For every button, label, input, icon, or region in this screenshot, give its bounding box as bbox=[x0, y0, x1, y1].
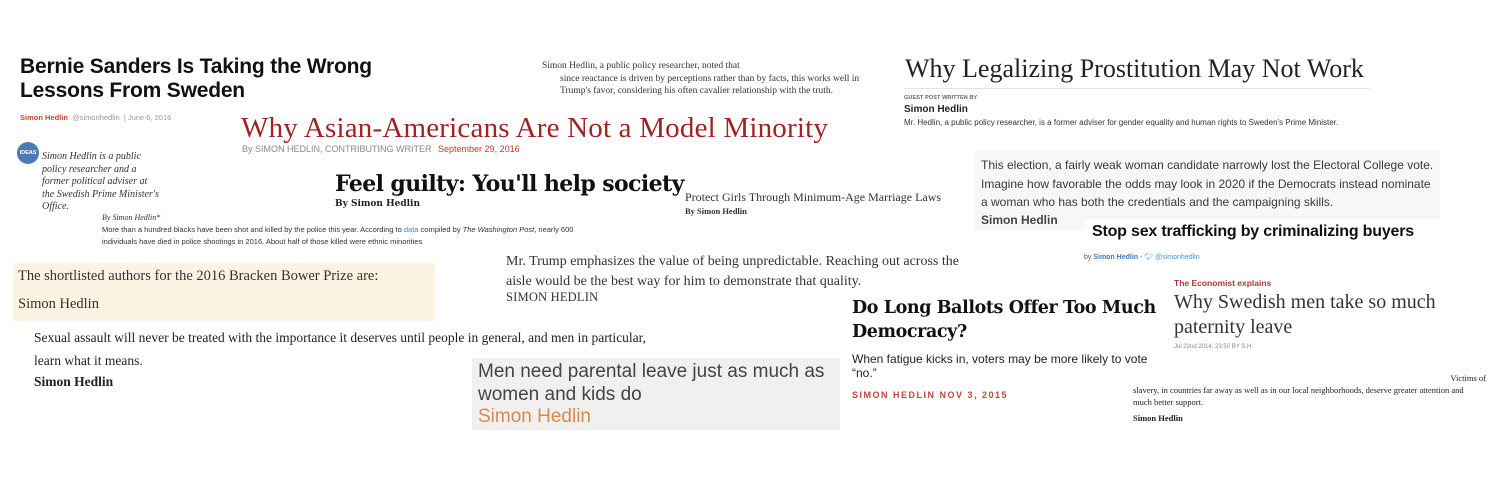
author: SIMON HEDLIN bbox=[506, 290, 599, 304]
author[interactable]: Simon Hedlin bbox=[904, 104, 968, 115]
dek: When fatigue kicks in, voters may be more likely to vote “no.” bbox=[852, 352, 1148, 380]
byline bbox=[242, 144, 870, 154]
author: By SIMON HEDLIN, CONTRIBUTING WRITER bbox=[242, 144, 432, 154]
guest-post-label: GUEST POST WRITTEN BY bbox=[904, 95, 978, 101]
clip-asian-americans bbox=[236, 112, 870, 166]
headline[interactable]: Why Legalizing Prostitution May Not Work bbox=[905, 54, 1364, 83]
lead-in: Victims of bbox=[1450, 373, 1486, 383]
intro: Simon Hedlin, a public policy researcher, noted that bbox=[542, 61, 740, 71]
clip-economist-paternity bbox=[1168, 272, 1483, 360]
byline: by Simon Hedlin - 🐦︎ @simonhedlin bbox=[1084, 254, 1200, 261]
byline: SIMON HEDLIN NOV 3, 2015 bbox=[852, 390, 1009, 400]
author: Simon Hedlin bbox=[18, 296, 99, 312]
ideas-badge-icon: IDEAS bbox=[17, 142, 39, 164]
quote: Mr. Trump emphasizes the value of being unpredictable. Reaching out across the aisle would be the best way for him to demonstrate that quality. bbox=[506, 254, 959, 289]
clip-legalizing-prostitution bbox=[900, 52, 1372, 152]
clip-stop-sex-trafficking bbox=[1072, 219, 1450, 267]
headline[interactable]: Do Long Ballots Offer Too Much Democracy? bbox=[852, 298, 1156, 342]
byline: By Simon Hedlin* bbox=[102, 213, 161, 222]
announcement: The shortlisted authors for the 2016 Bracken Bower Prize are: bbox=[18, 268, 379, 284]
clip-ideas-bio bbox=[14, 138, 244, 212]
author: Simon Hedlin bbox=[981, 212, 1058, 227]
date: September 29, 2016 bbox=[438, 144, 520, 154]
quote: since reactance is driven by perceptions rather than by facts, this works well in Trump's favor, considering his often cavalier relationship with the truth. bbox=[560, 73, 860, 96]
quote: Sexual assault will never be treated with the importance it deserves until people in general, and men in particular, learn what it means. bbox=[34, 330, 647, 368]
section-label[interactable]: The Economist explains bbox=[1174, 278, 1272, 288]
headline[interactable]: Protect Girls Through Minimum-Age Marriage Laws bbox=[685, 190, 942, 204]
headline[interactable]: Men need parental leave just as much as women and kids do bbox=[478, 361, 825, 405]
author[interactable]: Simon Hedlin bbox=[20, 113, 68, 122]
author: Simon Hedlin bbox=[34, 374, 114, 389]
clip-feel-guilty bbox=[330, 170, 684, 220]
clip-protect-girls bbox=[680, 190, 965, 242]
byline: Simon Hedlin @simonhedlin | June 6, 2016 bbox=[20, 113, 172, 122]
author[interactable]: Simon Hedlin bbox=[1093, 254, 1139, 261]
date: June 6, 2016 bbox=[127, 113, 172, 122]
quote: slavery, in countries far away as well as in our local neighborhoods, deserve greater attention and much better support. bbox=[1133, 385, 1464, 407]
clip-parental-leave bbox=[472, 358, 840, 430]
clip-bracken-bower bbox=[13, 263, 435, 321]
headline[interactable]: Feel guilty: You'll help society bbox=[335, 171, 684, 197]
author-bio: Mr. Hedlin, a public policy researcher, is a former adviser for gender equality and human rights to Sweden's Prime Minister. bbox=[904, 118, 1339, 127]
data-link[interactable]: data bbox=[403, 225, 419, 234]
source: The Washington Post bbox=[462, 225, 535, 234]
twitter-bird-icon: 🐦︎ bbox=[1144, 254, 1154, 261]
clip-long-ballots bbox=[846, 292, 1161, 402]
body-text: More than a hundred blacks have been shot and killed by the police this year. According to data compiled by The Washington Post, nearly 600 individuals have died in police shootings in 2016. About half of those killed were ethnic minorities bbox=[102, 225, 574, 246]
dateline: Jul 22nd 2014, 23:50 BY S.H. bbox=[1174, 344, 1253, 350]
quote: This election, a fairly weak woman candidate narrowly lost the Electoral College vote. Imagine how favorable the odds may look in 2020 if the Democrats instead nominate a woman who has both the credentials and the campaigning skills. bbox=[981, 158, 1434, 209]
clip-victims-slavery bbox=[1128, 372, 1488, 434]
headline[interactable]: Bernie Sanders Is Taking the Wrong Lessons From Sweden bbox=[20, 55, 372, 102]
handle[interactable]: @simonhedlin bbox=[72, 113, 120, 122]
headline[interactable]: Why Swedish men take so much paternity leave bbox=[1174, 291, 1436, 338]
twitter-handle[interactable]: @simonhedlin bbox=[1153, 254, 1200, 261]
author: Simon Hedlin bbox=[1133, 413, 1183, 423]
byline: By Simon Hedlin bbox=[335, 199, 420, 209]
author: Simon Hedlin bbox=[478, 406, 591, 427]
byline: By Simon Hedlin bbox=[685, 206, 747, 216]
author-bio: Simon Hedlin is a public policy researcher and a former political adviser at the Swedish Prime Minister's Office. bbox=[42, 151, 159, 212]
headline[interactable]: Why Asian-Americans Are Not a Model Minority bbox=[241, 112, 829, 144]
divider bbox=[904, 88, 1370, 89]
clip-election bbox=[975, 150, 1440, 230]
headline[interactable]: Stop sex trafficking by criminalizing buyers bbox=[1092, 223, 1414, 240]
